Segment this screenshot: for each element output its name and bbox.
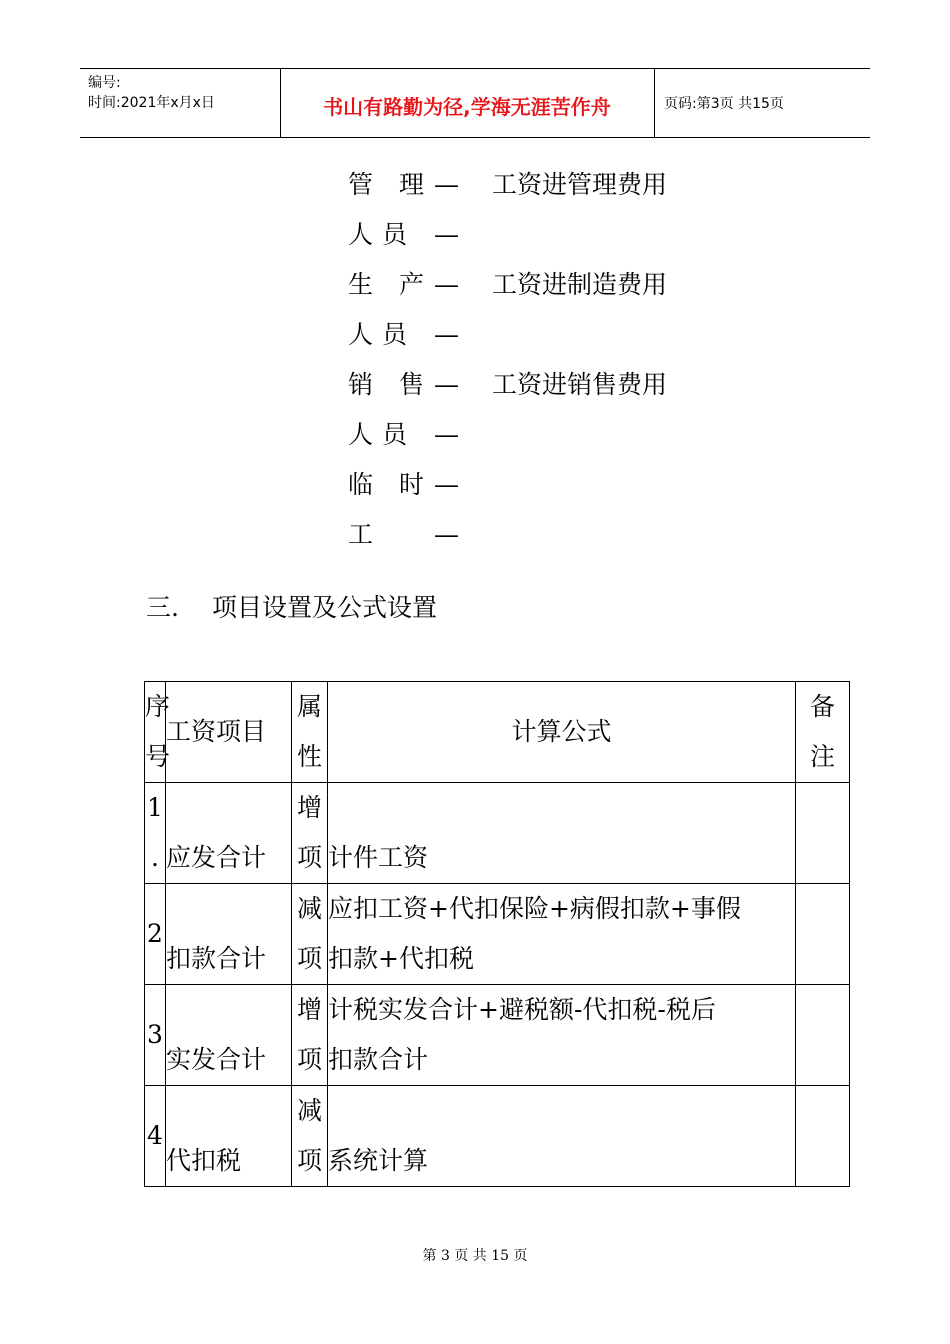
row-formula: 系统计算 [328, 1086, 796, 1187]
role-account: 工资进管理费用 [492, 170, 668, 199]
role-account: 工资进销售费用 [492, 370, 668, 399]
row-seq: 2 [145, 884, 166, 985]
row-attr: 减 项 [292, 884, 328, 985]
row-attr: 增 项 [292, 985, 328, 1086]
header-meta [88, 73, 215, 113]
row-seq: 4 [145, 1086, 166, 1187]
section-title: 项目设置及公式设置 [212, 593, 438, 622]
role-dash: — [434, 470, 459, 499]
role-dash: — [434, 170, 459, 199]
table-row [145, 884, 850, 985]
role-name: 管 理 [348, 170, 433, 199]
table-header-row [145, 682, 850, 783]
row-formula: 计件工资 [328, 783, 796, 884]
header-formula: 计算公式 [328, 682, 796, 783]
row-item: 应发合计 [166, 783, 292, 884]
header-seq: 序 号 [145, 682, 166, 783]
role-name: 销 售 [348, 370, 433, 399]
section-number: 三. [146, 593, 179, 622]
role-dash: — [434, 420, 459, 449]
row-item: 代扣税 [166, 1086, 292, 1187]
role-name: 工 [348, 520, 383, 549]
role-dash: — [434, 270, 459, 299]
role-name: 人员 [348, 220, 417, 249]
row-note [796, 884, 850, 985]
header-attr: 属 性 [292, 682, 328, 783]
row-item: 扣款合计 [166, 884, 292, 985]
formula-table [144, 681, 850, 1187]
header-page-info: 页码:第3页 共15页 [664, 96, 784, 112]
row-note [796, 985, 850, 1086]
table-row [145, 985, 850, 1086]
role-dash: — [434, 320, 459, 349]
role-account: 工资进制造费用 [492, 270, 668, 299]
row-seq: 1 . [145, 783, 166, 884]
header-motto: 书山有路勤为径,学海无涯苦作舟 [323, 95, 611, 119]
role-name: 临 时 [348, 470, 433, 499]
document-header [80, 68, 870, 138]
header-divider [654, 69, 655, 137]
role-name: 生 产 [348, 270, 433, 299]
header-item: 工资项目 [166, 682, 292, 783]
row-note [796, 783, 850, 884]
table-row [145, 1086, 850, 1187]
section-heading [146, 588, 437, 624]
role-dash: — [434, 370, 459, 399]
row-note [796, 1086, 850, 1187]
time-label: 时间:2021年x月x日 [88, 95, 215, 111]
table-row [145, 783, 850, 884]
role-name: 人员 [348, 420, 417, 449]
row-formula: 应扣工资+代扣保险+病假扣款+事假 扣款+代扣税 [328, 884, 796, 985]
row-item: 实发合计 [166, 985, 292, 1086]
row-attr: 增 项 [292, 783, 328, 884]
row-seq: 3 [145, 985, 166, 1086]
row-formula: 计税实发合计+避税额-代扣税-税后 扣款合计 [328, 985, 796, 1086]
code-label: 编号: [88, 75, 121, 91]
page-footer: 第 3 页 共 15 页 [422, 1248, 528, 1264]
role-dash: — [434, 220, 459, 249]
role-dash: — [434, 520, 459, 549]
header-note: 备 注 [796, 682, 850, 783]
row-attr: 减 项 [292, 1086, 328, 1187]
role-name: 人员 [348, 320, 417, 349]
